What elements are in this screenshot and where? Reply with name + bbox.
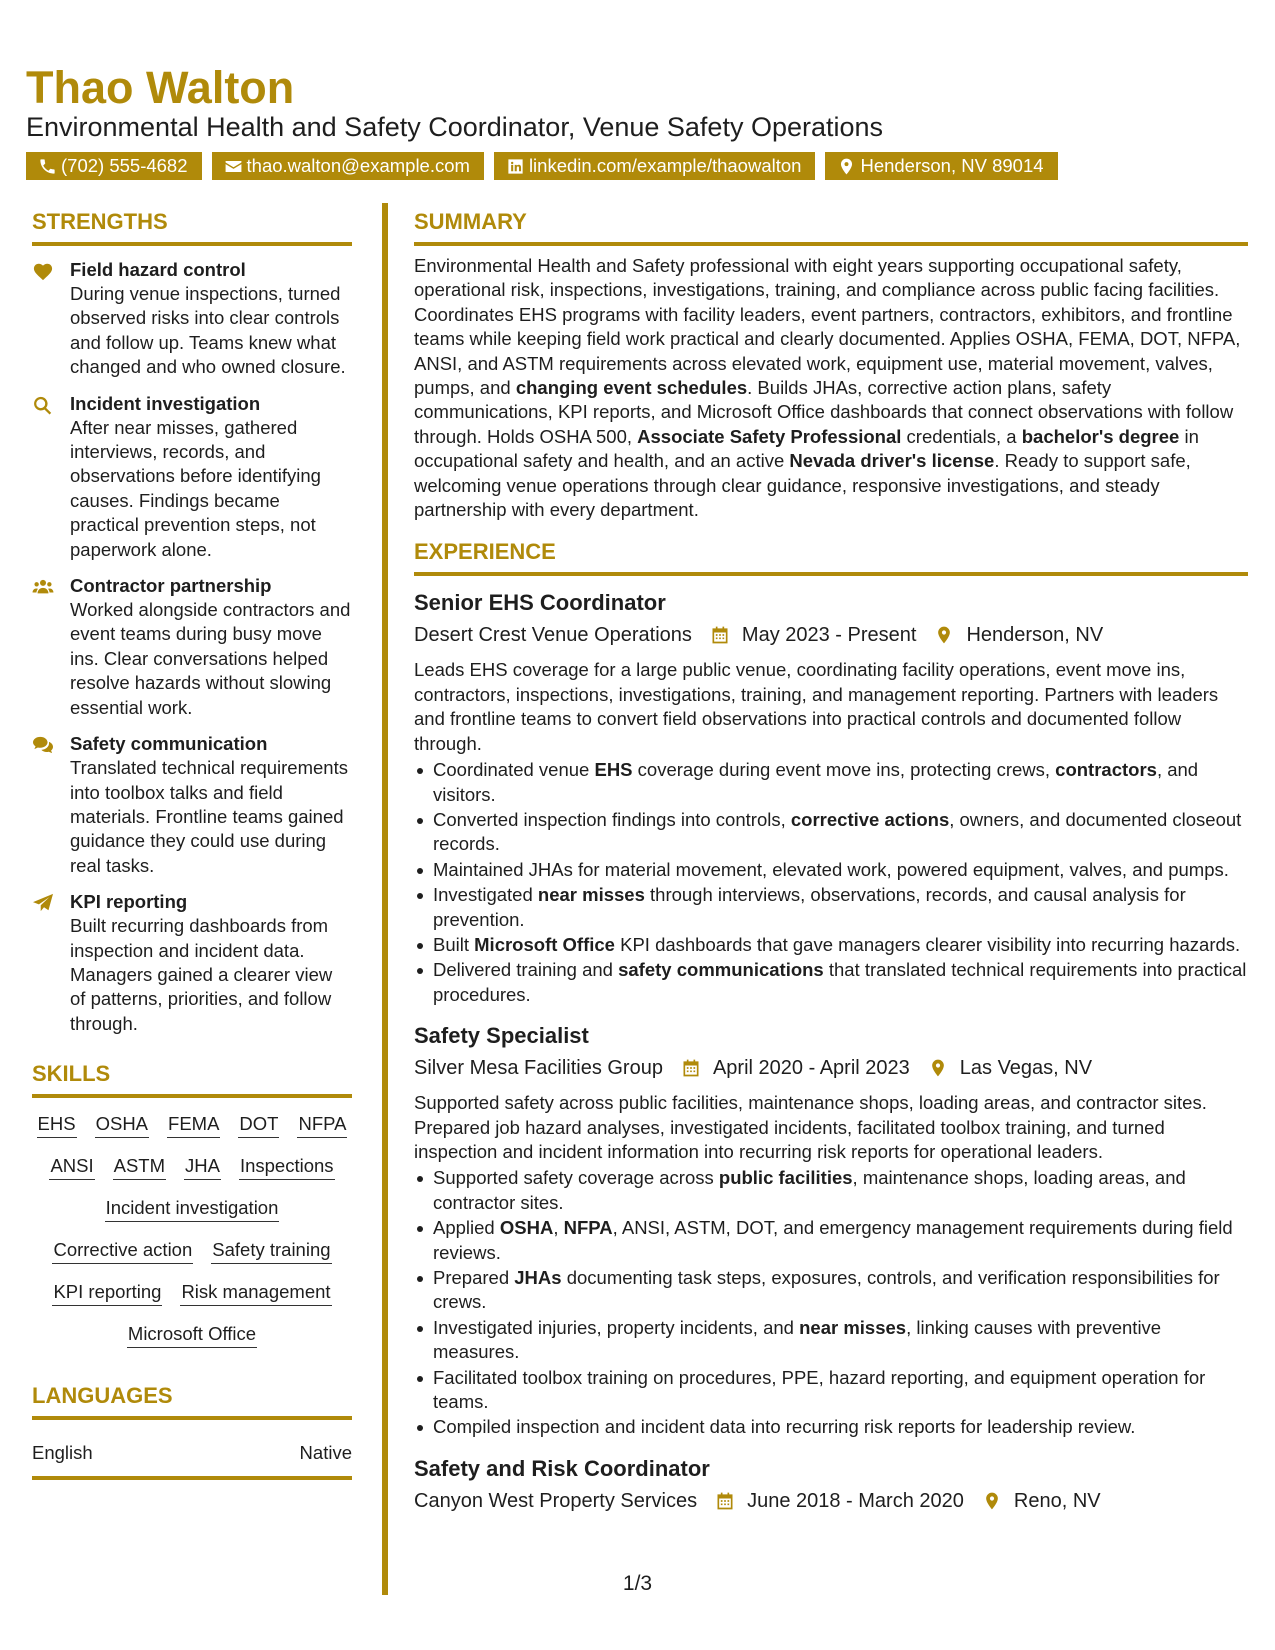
bold-phrase: contractors: [1055, 759, 1157, 781]
calendar-icon: [681, 1058, 701, 1078]
bold-phrase: corrective actions: [790, 808, 950, 830]
strength-desc: Worked alongside contractors and event teams during busy move ins. Clear conversations helped resolve hazards without slowing essential work.: [70, 599, 351, 718]
envelope-icon: [224, 157, 243, 176]
skill-tag: DOT: [238, 1110, 279, 1138]
strength-item: [32, 732, 352, 878]
experience-heading: EXPERIENCE: [414, 538, 1248, 576]
skill-tag: Microsoft Office: [127, 1320, 257, 1348]
skill-tag: EHS: [37, 1110, 77, 1138]
contact-phone[interactable]: [26, 152, 202, 180]
contact-linkedin-text: linkedin.com/example/thaowalton: [528, 155, 802, 176]
bold-phrase: Associate Safety Professional: [637, 425, 902, 447]
job-bullet: Investigated near misses through interviews, observations, records, and causal analysis for prevention.: [414, 883, 1248, 932]
bold-phrase: EHS: [594, 759, 633, 781]
bold-phrase: public facilities: [718, 1167, 853, 1189]
skill-tag: Corrective action: [52, 1236, 193, 1264]
job-dates: May 2023 - Present: [741, 624, 917, 647]
strengths-heading: STRENGTHS: [32, 208, 352, 246]
bold-phrase: safety communications: [618, 959, 824, 981]
job-location: Reno, NV: [1013, 1489, 1101, 1512]
strength-desc: Built recurring dashboards from inspection and incident data. Managers gained a clearer view of patterns, priorities, and follow through.: [70, 915, 333, 1034]
languages-heading: LANGUAGES: [32, 1382, 352, 1420]
job-bullet: Delivered training and safety communications that translated technical requirements into practical procedures.: [414, 958, 1248, 1007]
contact-location-text: Henderson, NV 89014: [860, 155, 1044, 176]
job-bullet: Built Microsoft Office KPI dashboards that gave managers clearer visibility into recurring hazards.: [414, 933, 1248, 957]
skill-tag: Incident investigation: [105, 1194, 280, 1222]
bold-phrase: changing event schedules: [515, 377, 748, 399]
phone-icon: [38, 157, 57, 176]
contact-phone-text: (702) 555-4682: [61, 155, 188, 176]
job-bullet: Compiled inspection and incident data into recurring risk reports for leadership review.: [414, 1415, 1248, 1439]
right-column: [414, 208, 1248, 1516]
skill-tag: Risk management: [180, 1278, 331, 1306]
job-bullet: Coordinated venue EHS coverage during event move ins, protecting crews, contractors, and visitors.: [414, 758, 1248, 807]
strength-item: [32, 574, 352, 720]
job-description: Supported safety across public facilities, maintenance shops, loading areas, and contractor sites. Prepared job hazard analyses, investigated incidents, facilitated toolbox training, and turned inspection and incident information into recurring risk reports for operational leaders.: [414, 1092, 1207, 1162]
job-bullets: [414, 1166, 1248, 1439]
bold-phrase: Microsoft Office: [474, 933, 615, 955]
column-divider: [382, 203, 388, 1595]
language-item: [32, 1442, 352, 1480]
job-title: Safety and Risk Coordinator: [414, 1455, 710, 1481]
users-icon: [32, 577, 54, 597]
job-location: Henderson, NV: [966, 624, 1104, 647]
strength-title: Incident investigation: [70, 392, 261, 414]
job-bullet: Supported safety coverage across public facilities, maintenance shops, loading areas, and contractor sites.: [414, 1166, 1248, 1215]
skill-tag: ANSI: [49, 1152, 94, 1180]
job-bullet: Prepared JHAs documenting task steps, exposures, controls, and verification responsibilities for crews.: [414, 1266, 1248, 1315]
skill-tag: KPI reporting: [52, 1278, 162, 1306]
magnifier-icon: [32, 395, 54, 415]
job-bullet: Investigated injuries, property incidents, and near misses, linking causes with preventive measures.: [414, 1316, 1248, 1365]
contact-email[interactable]: [212, 152, 484, 180]
candidate-name: Thao Walton: [26, 62, 295, 113]
language-name: English: [32, 1442, 93, 1464]
map-pin-icon: [928, 1058, 948, 1078]
strength-desc: Translated technical requirements into toolbox talks and field materials. Frontline teams gained guidance they could use during real tasks.: [70, 757, 348, 876]
calendar-icon: [710, 625, 730, 645]
heart-icon: [32, 261, 54, 281]
job-dates: April 2020 - April 2023: [712, 1057, 910, 1080]
calendar-icon: [715, 1491, 735, 1511]
map-pin-icon: [982, 1491, 1002, 1511]
skill-tag: ASTM: [113, 1152, 166, 1180]
summary-heading: SUMMARY: [414, 208, 1248, 246]
job-bullet: Facilitated toolbox training on procedures, PPE, hazard reporting, and equipment operation for teams.: [414, 1366, 1248, 1415]
job-description: Leads EHS coverage for a large public venue, coordinating facility operations, event move ins, contractors, inspections, investigations, training, and management reporting. Partners with leaders and frontline teams to convert field observations into practical controls and documented follow through.: [414, 659, 1219, 754]
contact-location: [825, 152, 1057, 180]
job-bullet: Maintained JHAs for material movement, elevated work, powered equipment, valves, and pumps.: [414, 858, 1248, 882]
job-dates: June 2018 - March 2020: [747, 1489, 964, 1512]
skill-tag: Safety training: [211, 1236, 331, 1264]
summary-text: Environmental Health and Safety professional with eight years supporting occupational safety, operational risk, inspections, investigations, training, and compliance across public facing facilities. Coordinates EHS programs with facility leaders, event partners, contractors, exhibitors, and frontline teams while keeping field work practical and clearly documented. Applies OSHA, FEMA, DOT, NFPA, ANSI, and ASTM requirements across elevated work, equipment use, material movement, valves, pumps, and changing event schedules. Builds JHAs, corrective action plans, safety communications, KPI reports, and Microsoft Office dashboards that connect observations with follow through. Holds OSHA 500, Associate Safety Professional credentials, a bachelor's degree in occupational safety and health, and an active Nevada driver's license. Ready to support safe, welcoming venue operations through clear guidance, responsive investigations, and steady partnership with every department.: [414, 255, 1241, 521]
strength-item: [32, 890, 352, 1036]
strength-item: [32, 392, 352, 562]
job-entry: [414, 1454, 1248, 1516]
strength-desc: After near misses, gathered interviews, records, and observations before identifying causes. Findings became practical prevention steps, not paperwork alone.: [70, 416, 321, 560]
job-entry: [414, 588, 1248, 1007]
linkedin-icon: [506, 157, 525, 176]
job-bullets: [414, 758, 1248, 1007]
contact-bar: [26, 152, 1058, 180]
skill-tag: FEMA: [167, 1110, 220, 1138]
skills-heading: SKILLS: [32, 1060, 352, 1098]
bold-phrase: near misses: [537, 884, 645, 906]
job-company: Desert Crest Venue Operations: [414, 624, 692, 647]
candidate-headline: Environmental Health and Safety Coordinator, Venue Safety Operations: [26, 112, 884, 142]
skill-tag: NFPA: [297, 1110, 347, 1138]
skill-tag: OSHA: [95, 1110, 149, 1138]
job-company: Silver Mesa Facilities Group: [414, 1057, 663, 1080]
job-location: Las Vegas, NV: [959, 1057, 1093, 1080]
job-title: Senior EHS Coordinator: [414, 590, 666, 616]
map-pin-icon: [837, 157, 856, 176]
bold-phrase: OSHA: [499, 1217, 554, 1239]
job-meta: [414, 1486, 1248, 1516]
map-pin-icon: [934, 625, 954, 645]
paper-plane-icon: [32, 893, 54, 913]
job-meta: [414, 1053, 1248, 1083]
strength-title: Safety communication: [70, 733, 268, 755]
contact-email-text: thao.walton@example.com: [246, 155, 470, 176]
contact-linkedin[interactable]: [494, 152, 816, 180]
bold-phrase: JHAs: [514, 1267, 562, 1288]
job-company: Canyon West Property Services: [414, 1489, 698, 1512]
strength-item: [32, 258, 352, 380]
job-entry: [414, 1021, 1248, 1440]
strength-desc: During venue inspections, turned observed risks into clear controls and follow up. Teams knew what changed and who owned closure.: [70, 283, 346, 378]
job-bullet: Applied OSHA, NFPA, ANSI, ASTM, DOT, and emergency management requirements during field reviews.: [414, 1216, 1248, 1265]
job-bullet: Converted inspection findings into controls, corrective actions, owners, and documented closeout records.: [414, 808, 1248, 857]
job-meta: [414, 620, 1248, 650]
bold-phrase: bachelor's degree: [1021, 425, 1180, 447]
skill-tag: JHA: [184, 1152, 221, 1180]
strength-title: Field hazard control: [70, 259, 246, 280]
bold-phrase: Nevada driver's license: [789, 450, 995, 472]
strength-title: KPI reporting: [70, 891, 188, 913]
strength-title: Contractor partnership: [70, 575, 272, 597]
bold-phrase: near misses: [799, 1316, 907, 1338]
job-title: Safety Specialist: [414, 1023, 589, 1049]
left-column: [32, 208, 352, 1480]
skill-tag: Inspections: [239, 1152, 335, 1180]
bold-phrase: NFPA: [563, 1217, 613, 1239]
page-number: 1/3: [622, 1572, 653, 1595]
comments-icon: [32, 735, 54, 755]
skills-list: [32, 1110, 352, 1348]
language-level: Native: [299, 1442, 352, 1464]
